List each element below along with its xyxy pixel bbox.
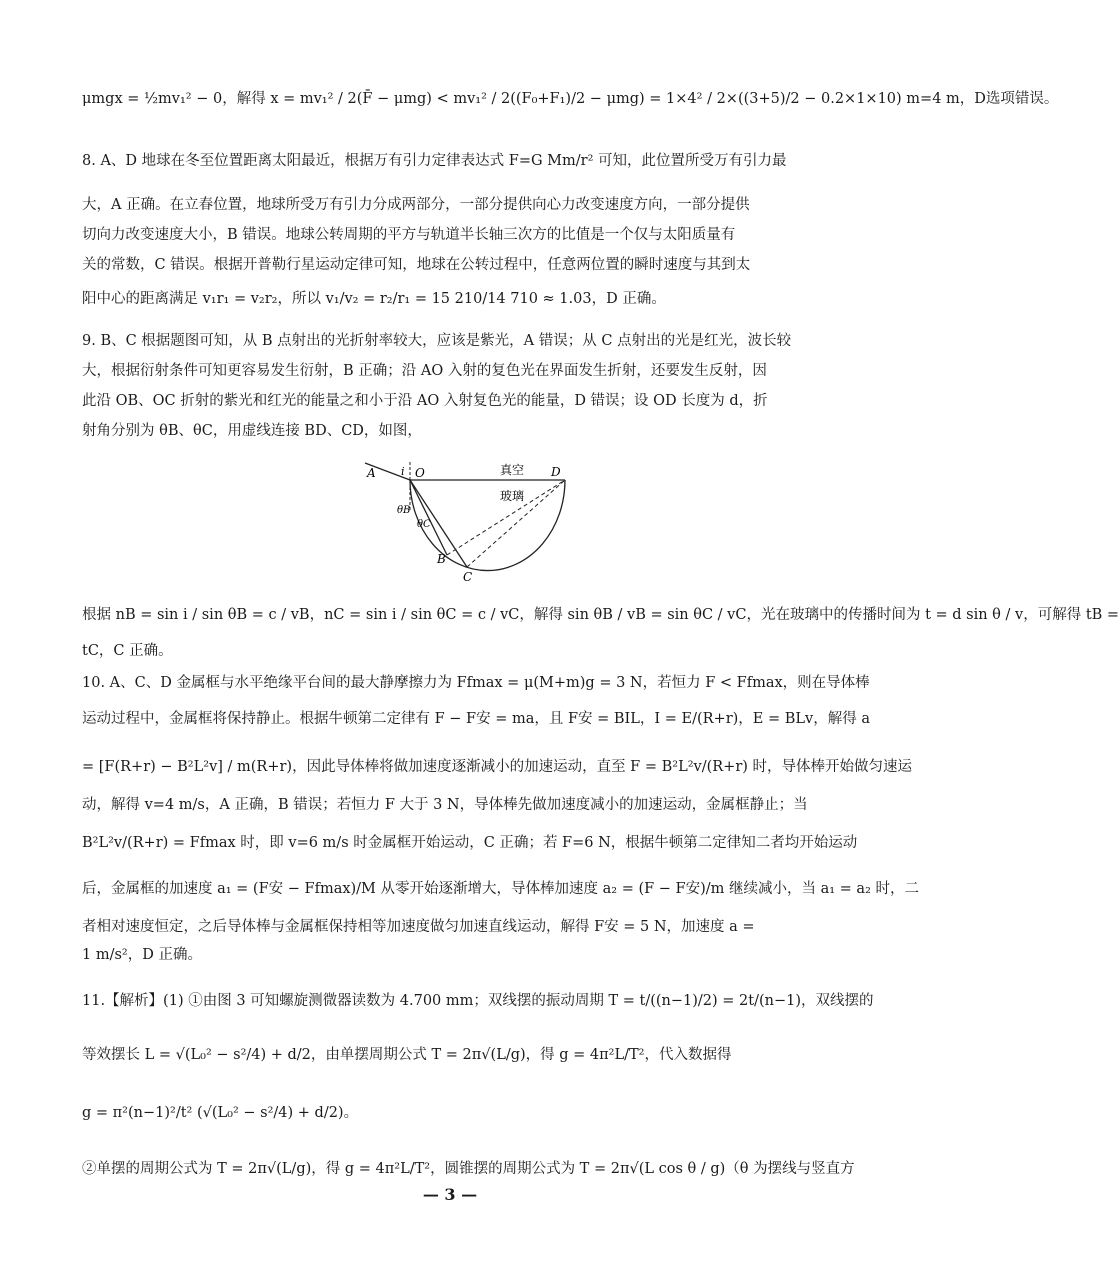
text-line: 者相对速度恒定，之后导体棒与金属框保持相等加速度做匀加速直线运动，解得 F安 = 5 N，加速度 a = (82, 919, 755, 935)
text-line: 11.【解析】(1) ①由图 3 可知螺旋测微器读数为 4.700 mm；双线摆的振动周期 T = t/((n−1)/2) = 2t/(n−1)，双线摆的 (82, 993, 874, 1009)
label-D: D (551, 465, 561, 479)
refraction-diagram (355, 455, 575, 590)
label-A: A (367, 466, 376, 480)
text-line: 8. A、D 地球在冬至位置距离太阳最近，根据万有引力定律表达式 F=G Mm/r² 可知，此位置所受万有引力最 (82, 153, 787, 169)
label-thetaC: θC (417, 519, 431, 530)
text-line: 关的常数，C 错误。根据开普勒行星运动定律可知，地球在公转过程中，任意两位置的瞬时速度与其到太 (82, 257, 751, 273)
text-line: 9. B、C 根据题图可知，从 B 点射出的光折射率较大，应该是紫光，A 错误；从 C 点射出的光是红光，波长较 (82, 333, 792, 349)
text-line: 后，金属框的加速度 a₁ = (F安 − Ffmax)/M 从零开始逐渐增大，导体棒加速度 a₂ = (F − F安)/m 继续减小，当 a₁ = a₂ 时，二 (82, 881, 919, 897)
text-line: 动，解得 v=4 m/s，A 正确，B 错误；若恒力 F 大于 3 N，导体棒先做加速度减小的加速运动，金属框静止；当 (82, 797, 808, 813)
label-glass: 玻璃 (500, 489, 525, 503)
text-line: 1 m/s²，D 正确。 (82, 947, 202, 963)
label-vacuum: 真空 (500, 463, 525, 477)
text-line: 10. A、C、D 金属框与水平绝缘平台间的最大静摩擦力为 Ffmax = μ(M+m)g = 3 N，若恒力 F < Ffmax，则在导体棒 (82, 675, 870, 691)
text-line: B²L²v/(R+r) = Ffmax 时，即 v=6 m/s 时金属框开始运动，C 正确；若 F=6 N，根据牛顿第二定律知二者均开始运动 (82, 835, 858, 851)
text-line: ②单摆的周期公式为 T = 2π√(L/g)，得 g = 4π²L/T²，圆锥摆的周期公式为 T = 2π√(L cos θ / g)（θ 为摆线与竖直方 (82, 1161, 855, 1177)
text-line: 切向力改变速度大小，B 错误。地球公转周期的平方与轨道半长轴三次方的比值是一个仅与太阳质量有 (82, 227, 736, 243)
label-thetaB: θB (397, 505, 411, 516)
text-line: 此沿 OB、OC 折射的紫光和红光的能量之和小于沿 AO 入射复色光的能量，D 错误；设 OD 长度为 d，折 (82, 393, 768, 409)
label-O: O (415, 466, 425, 480)
text-line: 大，根据衍射条件可知更容易发生衍射，B 正确；沿 AO 入射的复色光在界面发生折射，还要发生反射，因 (82, 363, 767, 379)
label-B: B (437, 552, 446, 566)
text-line: g = π²(n−1)²/t² (√(L₀² − s²/4) + d/2)。 (82, 1105, 359, 1121)
text-line: = [F(R+r) − B²L²v] / m(R+r)，因此导体棒将做加速度逐渐减小的加速运动，直至 F = B²L²v/(R+r) 时，导体棒开始做匀速运 (82, 759, 913, 775)
text-line: μmgx = ½mv₁² − 0，解得 x = mv₁² / 2(F̄ − μmg) < mv₁² / 2((F₀+F₁)/2 − μmg) = 1×4² / 2×((3+5)/2 − 0.2×1×10) m=4 m，D选项错误。 (82, 91, 1059, 107)
text-line: 射角分别为 θB、θC，用虚线连接 BD、CD，如图， (82, 423, 422, 439)
text-line: 阳中心的距离满足 v₁r₁ = v₂r₂，所以 v₁/v₂ = r₂/r₁ = 15 210/14 710 ≈ 1.03，D 正确。 (82, 291, 666, 307)
label-C: C (463, 570, 473, 584)
page-number: — 3 — (422, 1185, 478, 1204)
text-line: 运动过程中，金属框将保持静止。根据牛顿第二定律有 F − F安 = ma，且 F安 = BIL，I = E/(R+r)，E = BLv，解得 a (82, 711, 870, 727)
label-i: i (401, 465, 405, 478)
text-line: 大，A 正确。在立春位置，地球所受万有引力分成两部分，一部分提供向心力改变速度方向，一部分提供 (82, 197, 750, 213)
text-line: 等效摆长 L = √(L₀² − s²/4) + d/2，由单摆周期公式 T = 2π√(L/g)，得 g = 4π²L/T²，代入数据得 (82, 1047, 732, 1063)
text-line: tC，C 正确。 (82, 643, 173, 659)
text-line: 根据 nB = sin i / sin θB = c / vB，nC = sin i / sin θC = c / vC，解得 sin θB / vB = sin θC / vC，光在玻璃中的传播时间为 t = d sin θ / v，可解得 tB = (82, 607, 1119, 623)
